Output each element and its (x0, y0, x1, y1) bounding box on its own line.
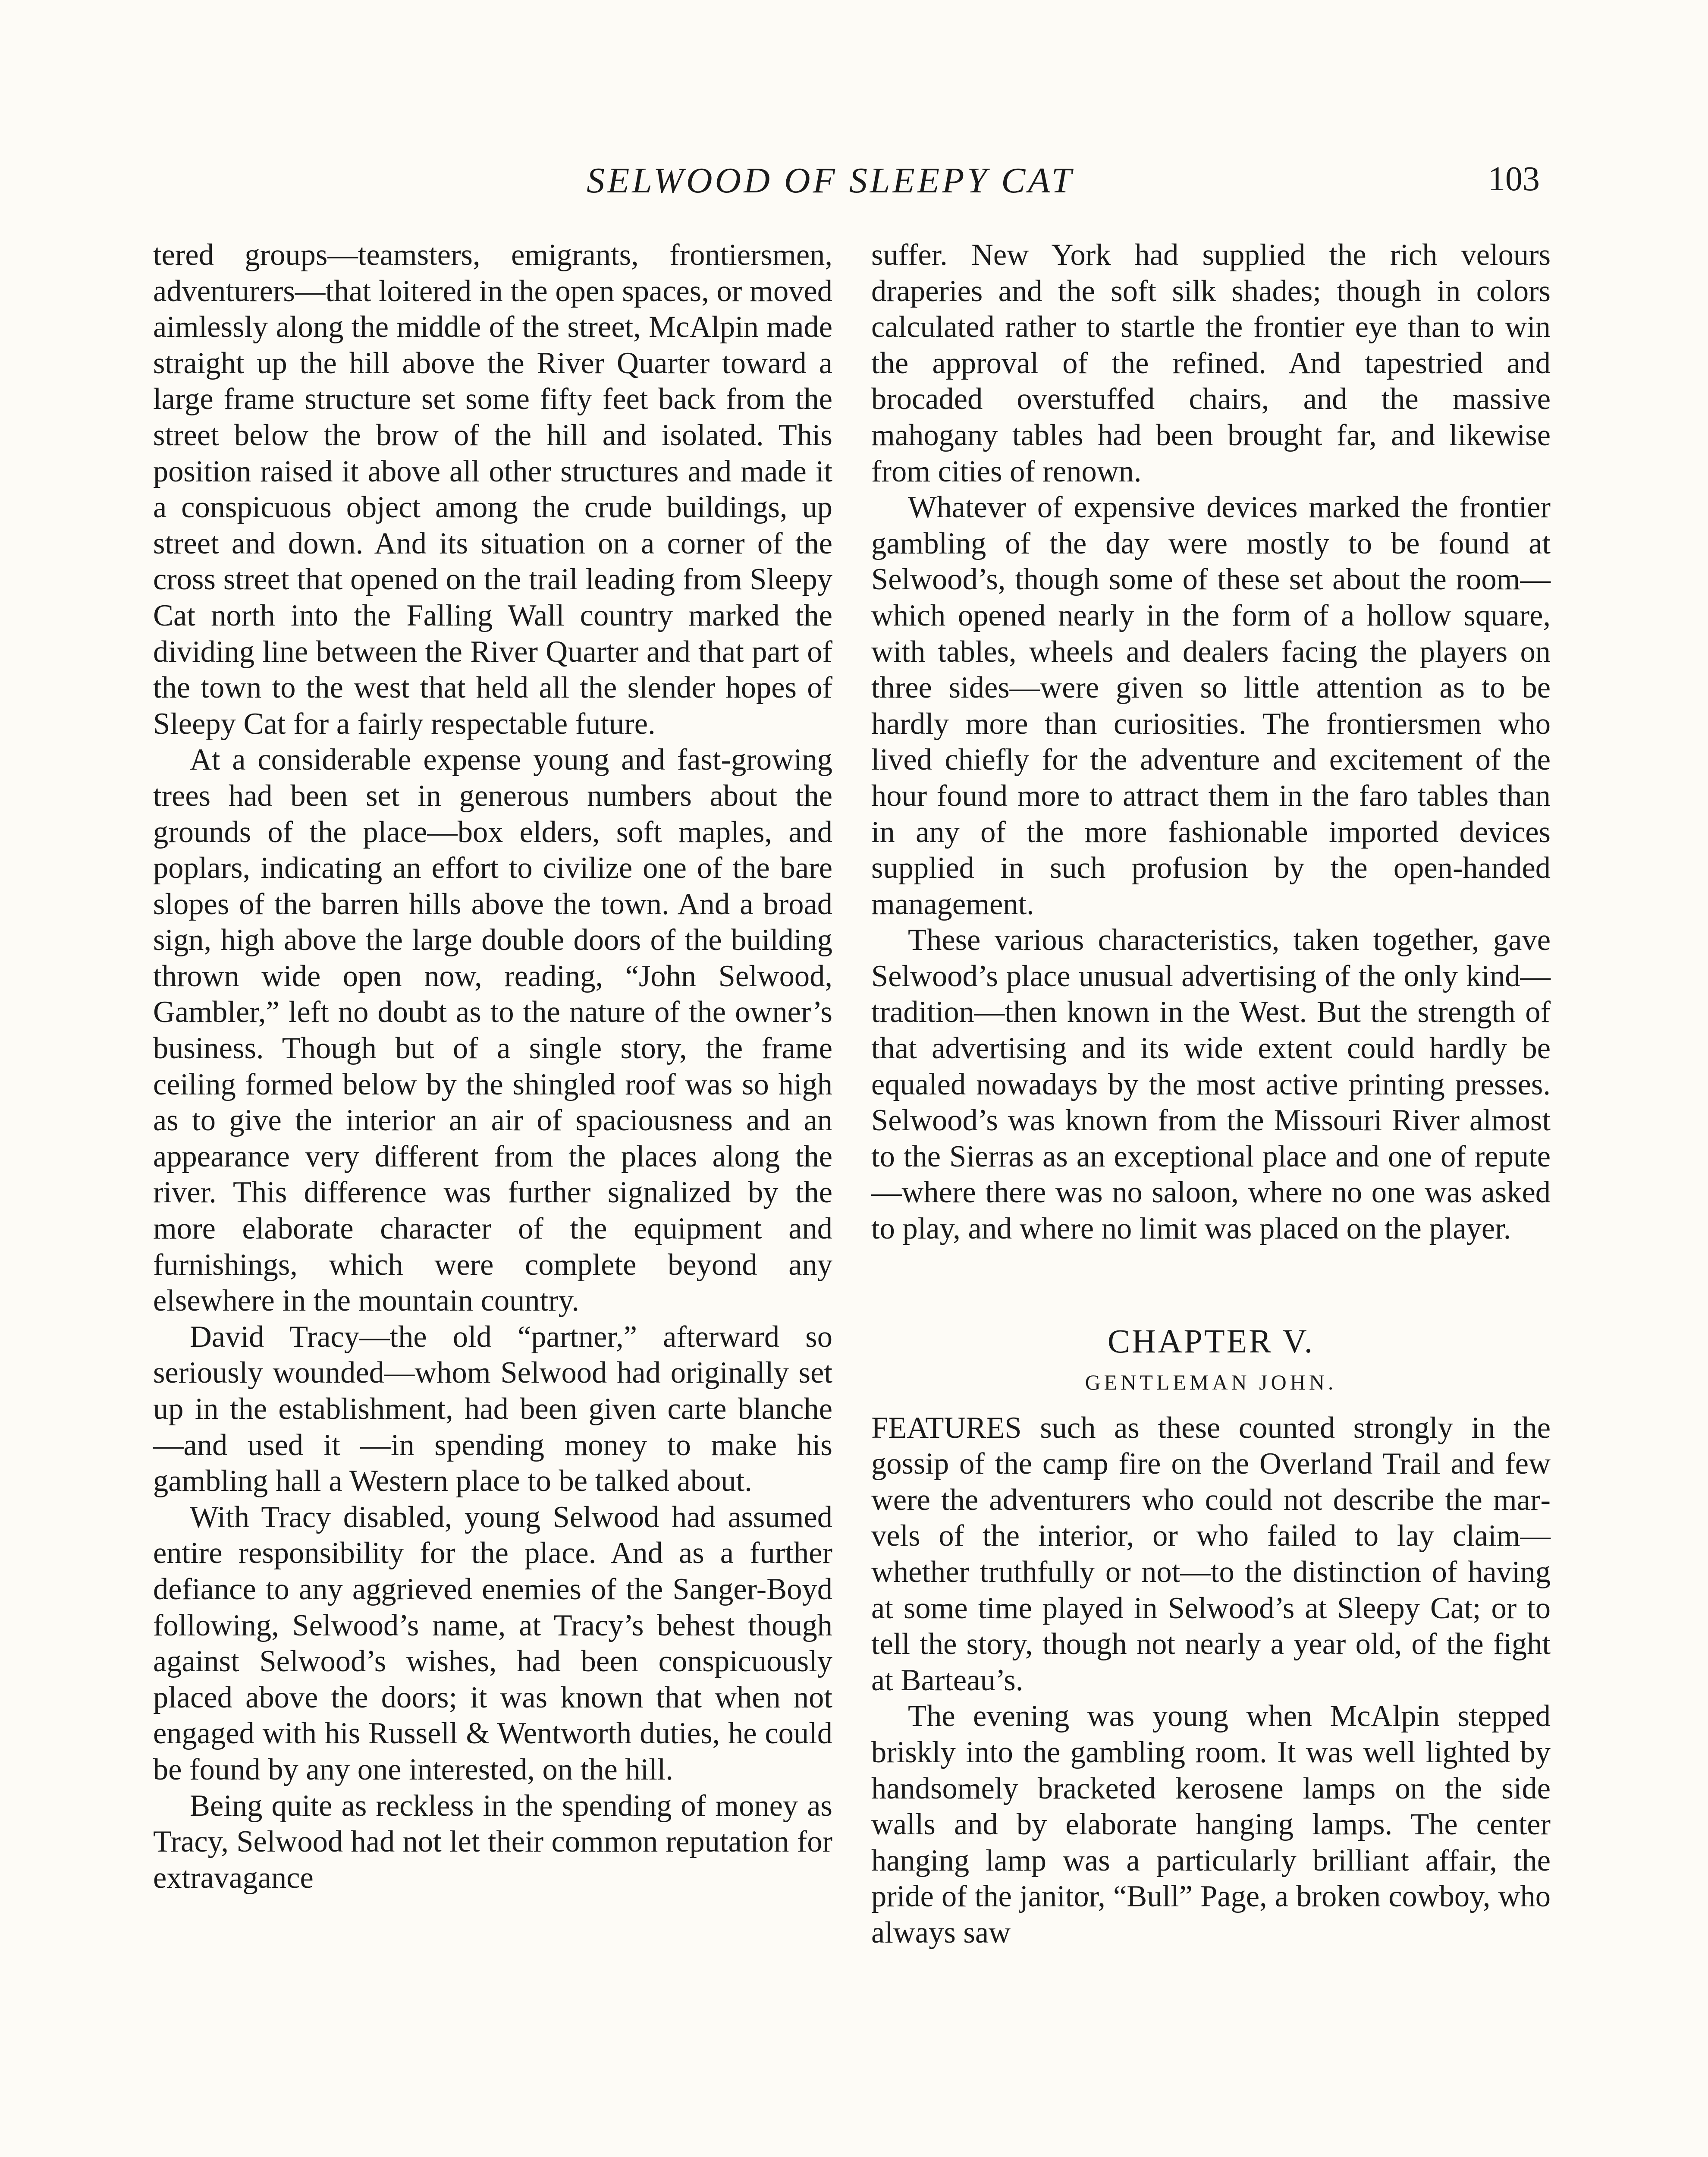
paragraph: At a considerable expense young and fast-growing trees had been set in generous numbers about the grounds of the place—box elders, soft maples, and poplars, indicating an effort to civilize one of the bare slopes of the barren hills above the town. And a broad sign, high above the large double doors of the building thrown wide open now, reading, “John Selwood, Gambler,” left no doubt as to the nature of the owner’s business. Though but of a single story, the frame ceiling formed below by the shingled roof was so high as to give the interior an air of spaciousness and an appearance very different from the places along the river. This difference was further signalized by the more elaborate character of the equipment and furnishings, which were complete beyond any elsewhere in the mountain country. (153, 743, 832, 1318)
page-header (155, 160, 1540, 207)
running-title: SELWOOD OF SLEEPY CAT (587, 160, 1074, 201)
paragraph: With Tracy disabled, young Selwood had assumed entire responsibility for the place. And as a further defiance to any aggrieved enemies of the Sanger-Boyd following, Selwood’s name, at Tracy’s behest though against Selwood’s wishes, had been conspicuously placed above the doors; it was known that when not engaged with his Russell & Wentworth duties, he could be found by any one interested, on the hill. (153, 1500, 832, 1786)
page-number: 103 (1488, 160, 1540, 198)
paragraph: David Tracy—the old “partner,” afterward so seriously wounded—whom Selwood had originally set up in the establishment, had been given carte blanche—and used it —in spending money to make his gambling hall a Western place to be talked about. (153, 1320, 832, 1498)
chapter-subtitle: GENTLEMAN JOHN. (1085, 1370, 1337, 1394)
paragraph: tered groups—teamsters, emigrants, frontiersmen, adventurers—that loitered in the open spaces, or moved aimlessly along the middle of the street, McAlpin made straight up the hill above the River Quarter toward a large frame structure set some fifty feet back from the street below the brow of the hill and isolated. This position raised it above all other structures and made it a conspicuous object among the crude buildings, up street and down. And its situation on a corner of the cross street that opened on the trail leading from Sleepy Cat north into the Falling Wall country marked the dividing line between the River Quarter and that part of the town to the west that held all the slender hopes of Sleepy Cat for a fairly respectable future. (153, 238, 832, 741)
right-column (871, 237, 1551, 1951)
paragraph: Whatever of expensive devices marked the frontier gambling of the day were mostly to be found at Selwood’s, though some of these set about the room—which opened nearly in the form of a hollow square, with tables, wheels and dealers facing the players on three sides—were given so little attention as to be hardly more than curiosities. The frontiersmen who lived chiefly for the adventure and excitement of the hour found more to attract them in the faro tables than in any of the more fashionable imported devices supplied in such profusion by the open-handed management. (871, 491, 1551, 921)
chapter-heading: CHAPTER V. (1107, 1322, 1315, 1360)
paragraph: suffer. New York had supplied the rich velours draperies and the soft silk shades; though in colors calculated rather to startle the frontier eye than to win the approval of the refined. And tapestried and brocaded overstuffed chairs, and the massive mahogany tables had been brought far, and likewise from cities of renown. (871, 238, 1551, 488)
paragraph: The evening was young when McAlpin stepped briskly into the gambling room. It was well lighted by handsomely bracketed kerosene lamps on the side walls and by elaborate hanging lamps. The center hanging lamp was a particularly brilliant affair, the pride of the janitor, “Bull” Page, a broken cowboy, who always saw (871, 1699, 1551, 1949)
paragraph: FEATURES such as these counted strongly in the gossip of the camp fire on the Overland Trail and few were the adventurers who could not describe the marvels of the interior, or who failed to lay claim—whether truthfully or not—to the distinction of having at some time played in Selwood’s at Sleepy Cat; or to tell the story, though not nearly a year old, of the fight at Barteau’s. (871, 1411, 1551, 1697)
paragraph: Being quite as reckless in the spending of money as Tracy, Selwood had not let their common reputation for extravagance (153, 1789, 832, 1895)
left-column (153, 237, 832, 1896)
paragraph: These various characteristics, taken together, gave Selwood’s place unusual advertising of the only kind—tradition—then known in the West. But the strength of that advertising and its wide extent could hardly be equaled nowadays by the most active printing presses. Selwood’s was known from the Missouri River almost to the Sierras as an exceptional place and one of repute—where there was no saloon, where no one was asked to play, and where no limit was placed on the player. (871, 923, 1551, 1246)
